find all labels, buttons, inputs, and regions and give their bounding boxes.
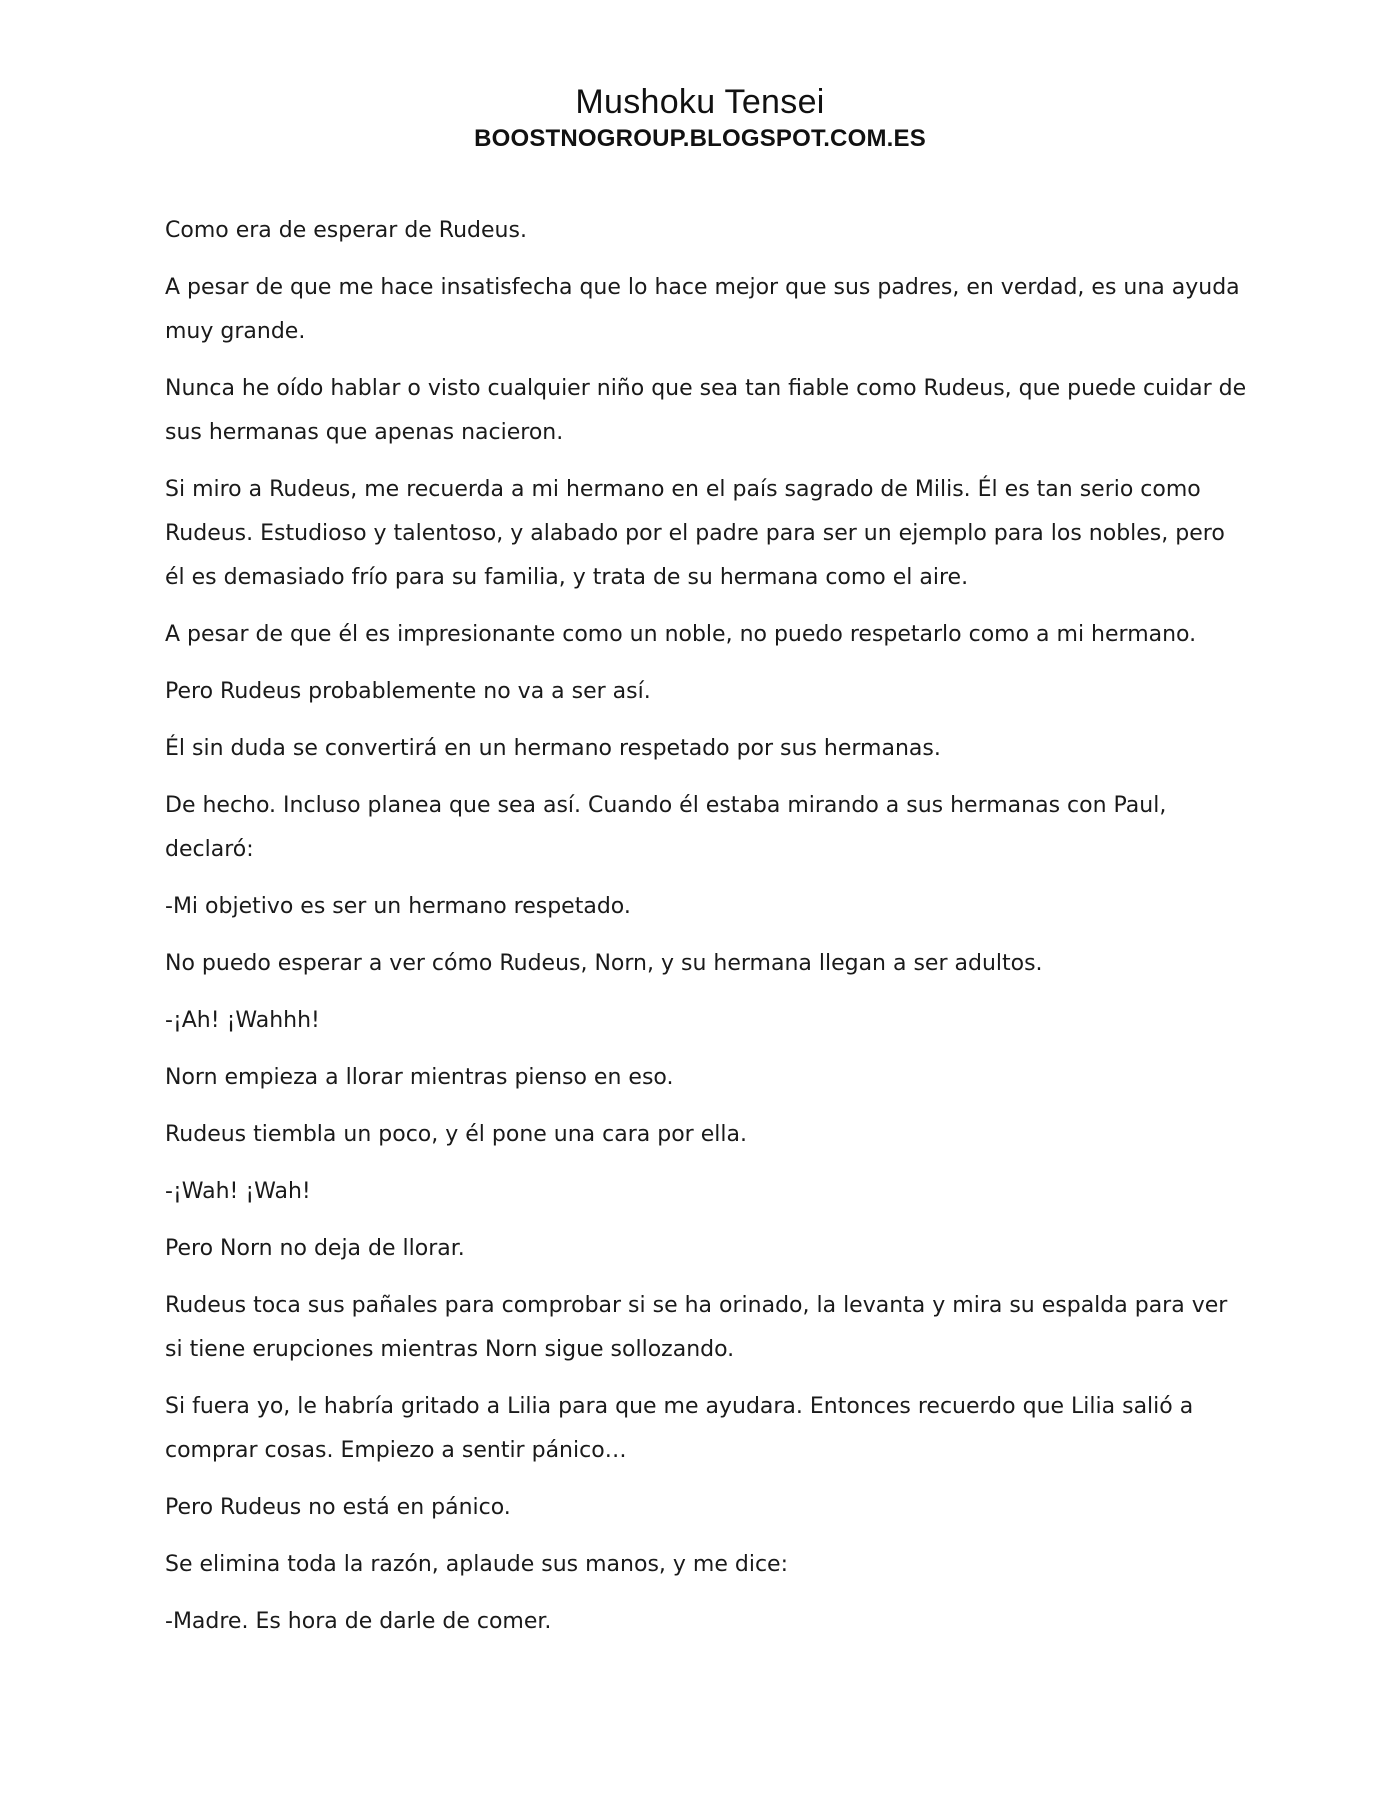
paragraph: Rudeus tiembla un poco, y él pone una cara por ella.: [165, 1122, 747, 1147]
site-url: BOOSTNOGROUP.BLOGSPOT.COM.ES: [474, 125, 926, 152]
paragraph: De hecho. Incluso planea que sea así. Cuando él estaba mirando a sus hermanas con Paul, declaró:: [165, 793, 1167, 862]
paragraph: -Madre. Es hora de darle de comer.: [165, 1609, 552, 1634]
document-title: Mushoku Tensei: [575, 83, 825, 121]
paragraph: No puedo esperar a ver cómo Rudeus, Norn, y su hermana llegan a ser adultos.: [165, 951, 1043, 976]
paragraph: Se elimina toda la razón, aplaude sus manos, y me dice:: [165, 1552, 788, 1577]
paragraph: A pesar de que me hace insatisfecha que lo hace mejor que sus padres, en verdad, es una ayuda muy grande.: [165, 275, 1240, 344]
paragraph: Pero Rudeus probablemente no va a ser así.: [165, 679, 651, 704]
paragraph: -Mi objetivo es ser un hermano respetado.: [165, 894, 631, 919]
paragraph: Nunca he oído hablar o visto cualquier niño que sea tan fiable como Rudeus, que puede cuidar de sus hermanas que apenas nacieron.: [165, 376, 1247, 445]
paragraph: -¡Ah! ¡Wahhh!: [165, 1008, 320, 1033]
paragraph: Pero Rudeus no está en pánico.: [165, 1495, 511, 1520]
paragraph: Como era de esperar de Rudeus.: [165, 218, 527, 243]
paragraph: Si miro a Rudeus, me recuerda a mi hermano en el país sagrado de Milis. Él es tan serio como Rudeus. Estudioso y talentoso, y alabado por el padre para ser un ejemplo para los nobles, pero él es demasiado frío para su familia, y trata de su hermana como el aire.: [165, 477, 1225, 590]
paragraph: Él sin duda se convertirá en un hermano respetado por sus hermanas.: [165, 736, 941, 761]
paragraph: Si fuera yo, le habría gritado a Lilia para que me ayudara. Entonces recuerdo que Lilia salió a comprar cosas. Empiezo a sentir pánico…: [165, 1394, 1194, 1463]
document-body: [165, 209, 1250, 1657]
page-header: [0, 82, 1400, 154]
paragraph: -¡Wah! ¡Wah!: [165, 1179, 311, 1204]
paragraph: A pesar de que él es impresionante como un noble, no puedo respetarlo como a mi hermano.: [165, 622, 1197, 647]
paragraph: Rudeus toca sus pañales para comprobar si se ha orinado, la levanta y mira su espalda para ver si tiene erupciones mientras Norn sigue sollozando.: [165, 1293, 1228, 1362]
paragraph: Pero Norn no deja de llorar.: [165, 1236, 465, 1261]
paragraph: Norn empieza a llorar mientras pienso en eso.: [165, 1065, 674, 1090]
